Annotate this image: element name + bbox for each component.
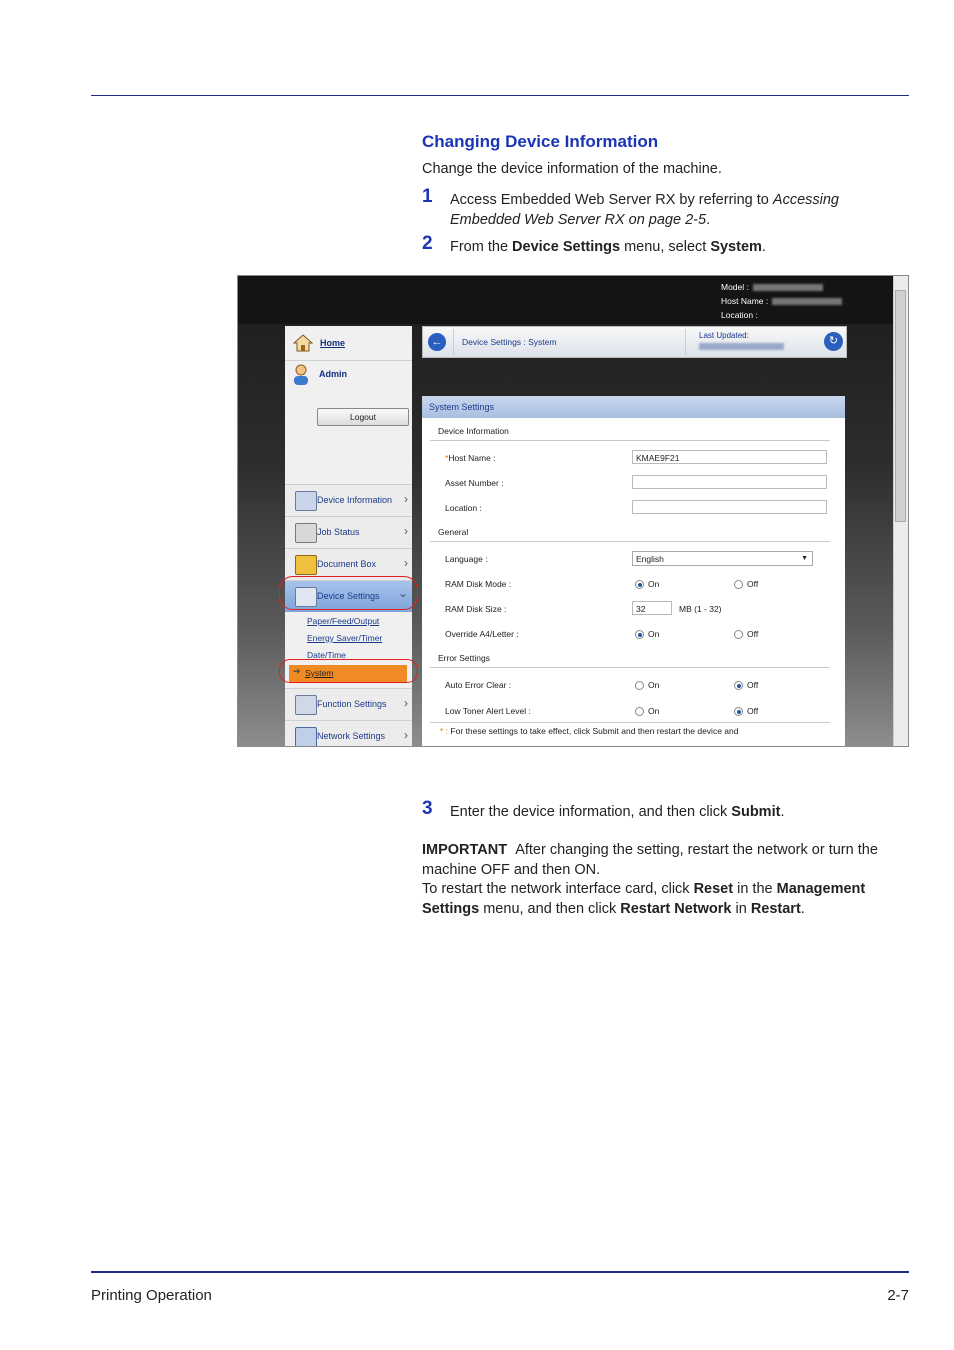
highlight-circle (279, 576, 418, 610)
sidebar-sub-system[interactable]: ➔ System (289, 665, 407, 682)
user-icon (291, 363, 311, 387)
group-general: General (438, 527, 469, 537)
divider (430, 541, 830, 542)
ui-screenshot (237, 275, 909, 747)
host-name-label: *Host Name : (445, 453, 496, 463)
auto-error-clear-on[interactable]: On (635, 680, 659, 690)
footer-rule (91, 1271, 909, 1273)
settings-note: * : For these settings to take effect, click Submit and then restart the device and (440, 726, 739, 736)
job-status-icon (295, 523, 317, 543)
device-info-icon (295, 491, 317, 511)
sidebar-sub-energy-saver[interactable]: Energy Saver/Timer (307, 633, 383, 643)
back-icon[interactable]: ← (428, 333, 446, 351)
step-text: From the Device Settings menu, select System. (450, 239, 766, 255)
intro-text: Change the device information of the machine. (422, 161, 722, 177)
sidebar-item-document-box[interactable]: Document Box › (285, 548, 412, 580)
last-updated-value (699, 343, 784, 350)
language-label: Language : (445, 554, 488, 564)
host-name-input[interactable]: KMAE9F21 (632, 450, 827, 464)
chevron-right-icon: › (404, 728, 408, 742)
system-settings-panel (422, 396, 845, 746)
sidebar (285, 326, 412, 746)
sidebar-item-job-status[interactable]: Job Status › (285, 516, 412, 548)
location-label: Location : (445, 503, 482, 513)
sidebar-sub-paper-feed-output[interactable]: Paper/Feed/Output (307, 616, 380, 626)
language-select[interactable]: English ▼ (632, 551, 813, 566)
chevron-right-icon: › (404, 556, 408, 570)
chevron-right-icon: › (404, 524, 408, 538)
panel-header (422, 396, 845, 418)
chevron-down-icon: ⌄ (397, 586, 408, 600)
highlight-circle (279, 659, 418, 683)
arrow-right-icon: ➔ (293, 666, 301, 676)
divider (430, 722, 830, 723)
asset-number-input[interactable] (632, 475, 827, 489)
divider (685, 329, 686, 355)
document-box-icon (295, 555, 317, 575)
location-input[interactable] (632, 500, 827, 514)
sidebar-home[interactable] (285, 326, 412, 361)
sidebar-admin (285, 361, 412, 389)
last-updated-label: Last Updated: (699, 331, 749, 340)
header-rule (91, 95, 909, 96)
home-link[interactable]: Home (320, 338, 346, 348)
important-label: IMPORTANT (422, 842, 508, 858)
refresh-icon[interactable]: ↻ (824, 332, 843, 351)
dropdown-arrow-icon: ▼ (801, 555, 808, 562)
breadcrumb: Device Settings : System (462, 337, 557, 347)
step-number: 1 (422, 186, 433, 207)
asset-number-label: Asset Number : (445, 478, 504, 488)
ram-disk-mode-off[interactable]: Off (734, 579, 758, 589)
auto-error-clear-label: Auto Error Clear : (445, 680, 512, 690)
divider (430, 440, 830, 441)
sidebar-item-function-settings[interactable]: Function Settings › (285, 688, 412, 720)
override-off[interactable]: Off (734, 629, 758, 639)
scrollbar-thumb[interactable] (895, 290, 906, 522)
ram-disk-mode-on[interactable]: On (635, 579, 659, 589)
group-device-information: Device Information (438, 426, 509, 436)
ram-disk-size-input[interactable]: 32 (632, 601, 672, 615)
section-title: Changing Device Information (422, 132, 659, 151)
sidebar-sub-date-time[interactable]: Date/Time (307, 650, 346, 660)
group-error-settings: Error Settings (438, 653, 490, 663)
step-text: Access Embedded Web Server RX by referring to Accessing Embedded Web Server RX on page 2-5. (450, 192, 839, 228)
ram-disk-size-label: RAM Disk Size : (445, 604, 507, 614)
model-info: Model : Host Name : Location : (721, 280, 842, 322)
admin-label: Admin (319, 369, 347, 379)
low-toner-off[interactable]: Off (734, 706, 758, 716)
sidebar-item-device-information[interactable]: Device Information › (285, 484, 412, 516)
page-number: 2-7 (887, 1287, 909, 1304)
divider (453, 329, 454, 355)
ram-disk-mode-label: RAM Disk Mode : (445, 579, 512, 589)
divider (430, 667, 830, 668)
logout-button[interactable]: Logout (317, 408, 409, 426)
step-text: Enter the device information, and then click Submit. (450, 804, 785, 820)
override-on[interactable]: On (635, 629, 659, 639)
low-toner-label: Low Toner Alert Level : (445, 706, 531, 716)
sidebar-item-network-settings[interactable]: Network Settings › (285, 720, 412, 747)
low-toner-on[interactable]: On (635, 706, 659, 716)
chevron-right-icon: › (404, 492, 408, 506)
footer-chapter: Printing Operation (91, 1287, 212, 1304)
network-settings-icon (295, 727, 317, 747)
ram-disk-size-unit: MB (1 - 32) (679, 604, 722, 614)
step-number: 3 (422, 798, 433, 819)
breadcrumb-bar (422, 326, 847, 358)
auto-error-clear-off[interactable]: Off (734, 680, 758, 690)
home-icon (293, 333, 313, 353)
step-number: 2 (422, 233, 433, 254)
chevron-right-icon: › (404, 696, 408, 710)
sidebar-item-device-settings[interactable]: Device Settings ⌄ (285, 580, 412, 612)
override-label: Override A4/Letter : (445, 629, 519, 639)
scrollbar[interactable] (893, 276, 908, 746)
function-settings-icon (295, 695, 317, 715)
important-note: IMPORTANT After changing the setting, restart the network or turn the machine OFF and then ON. To restart the network interface card, click Reset in the Management Settings menu, and then click Restart Network in Restart. (422, 842, 878, 917)
panel-title: System Settings (429, 402, 495, 412)
